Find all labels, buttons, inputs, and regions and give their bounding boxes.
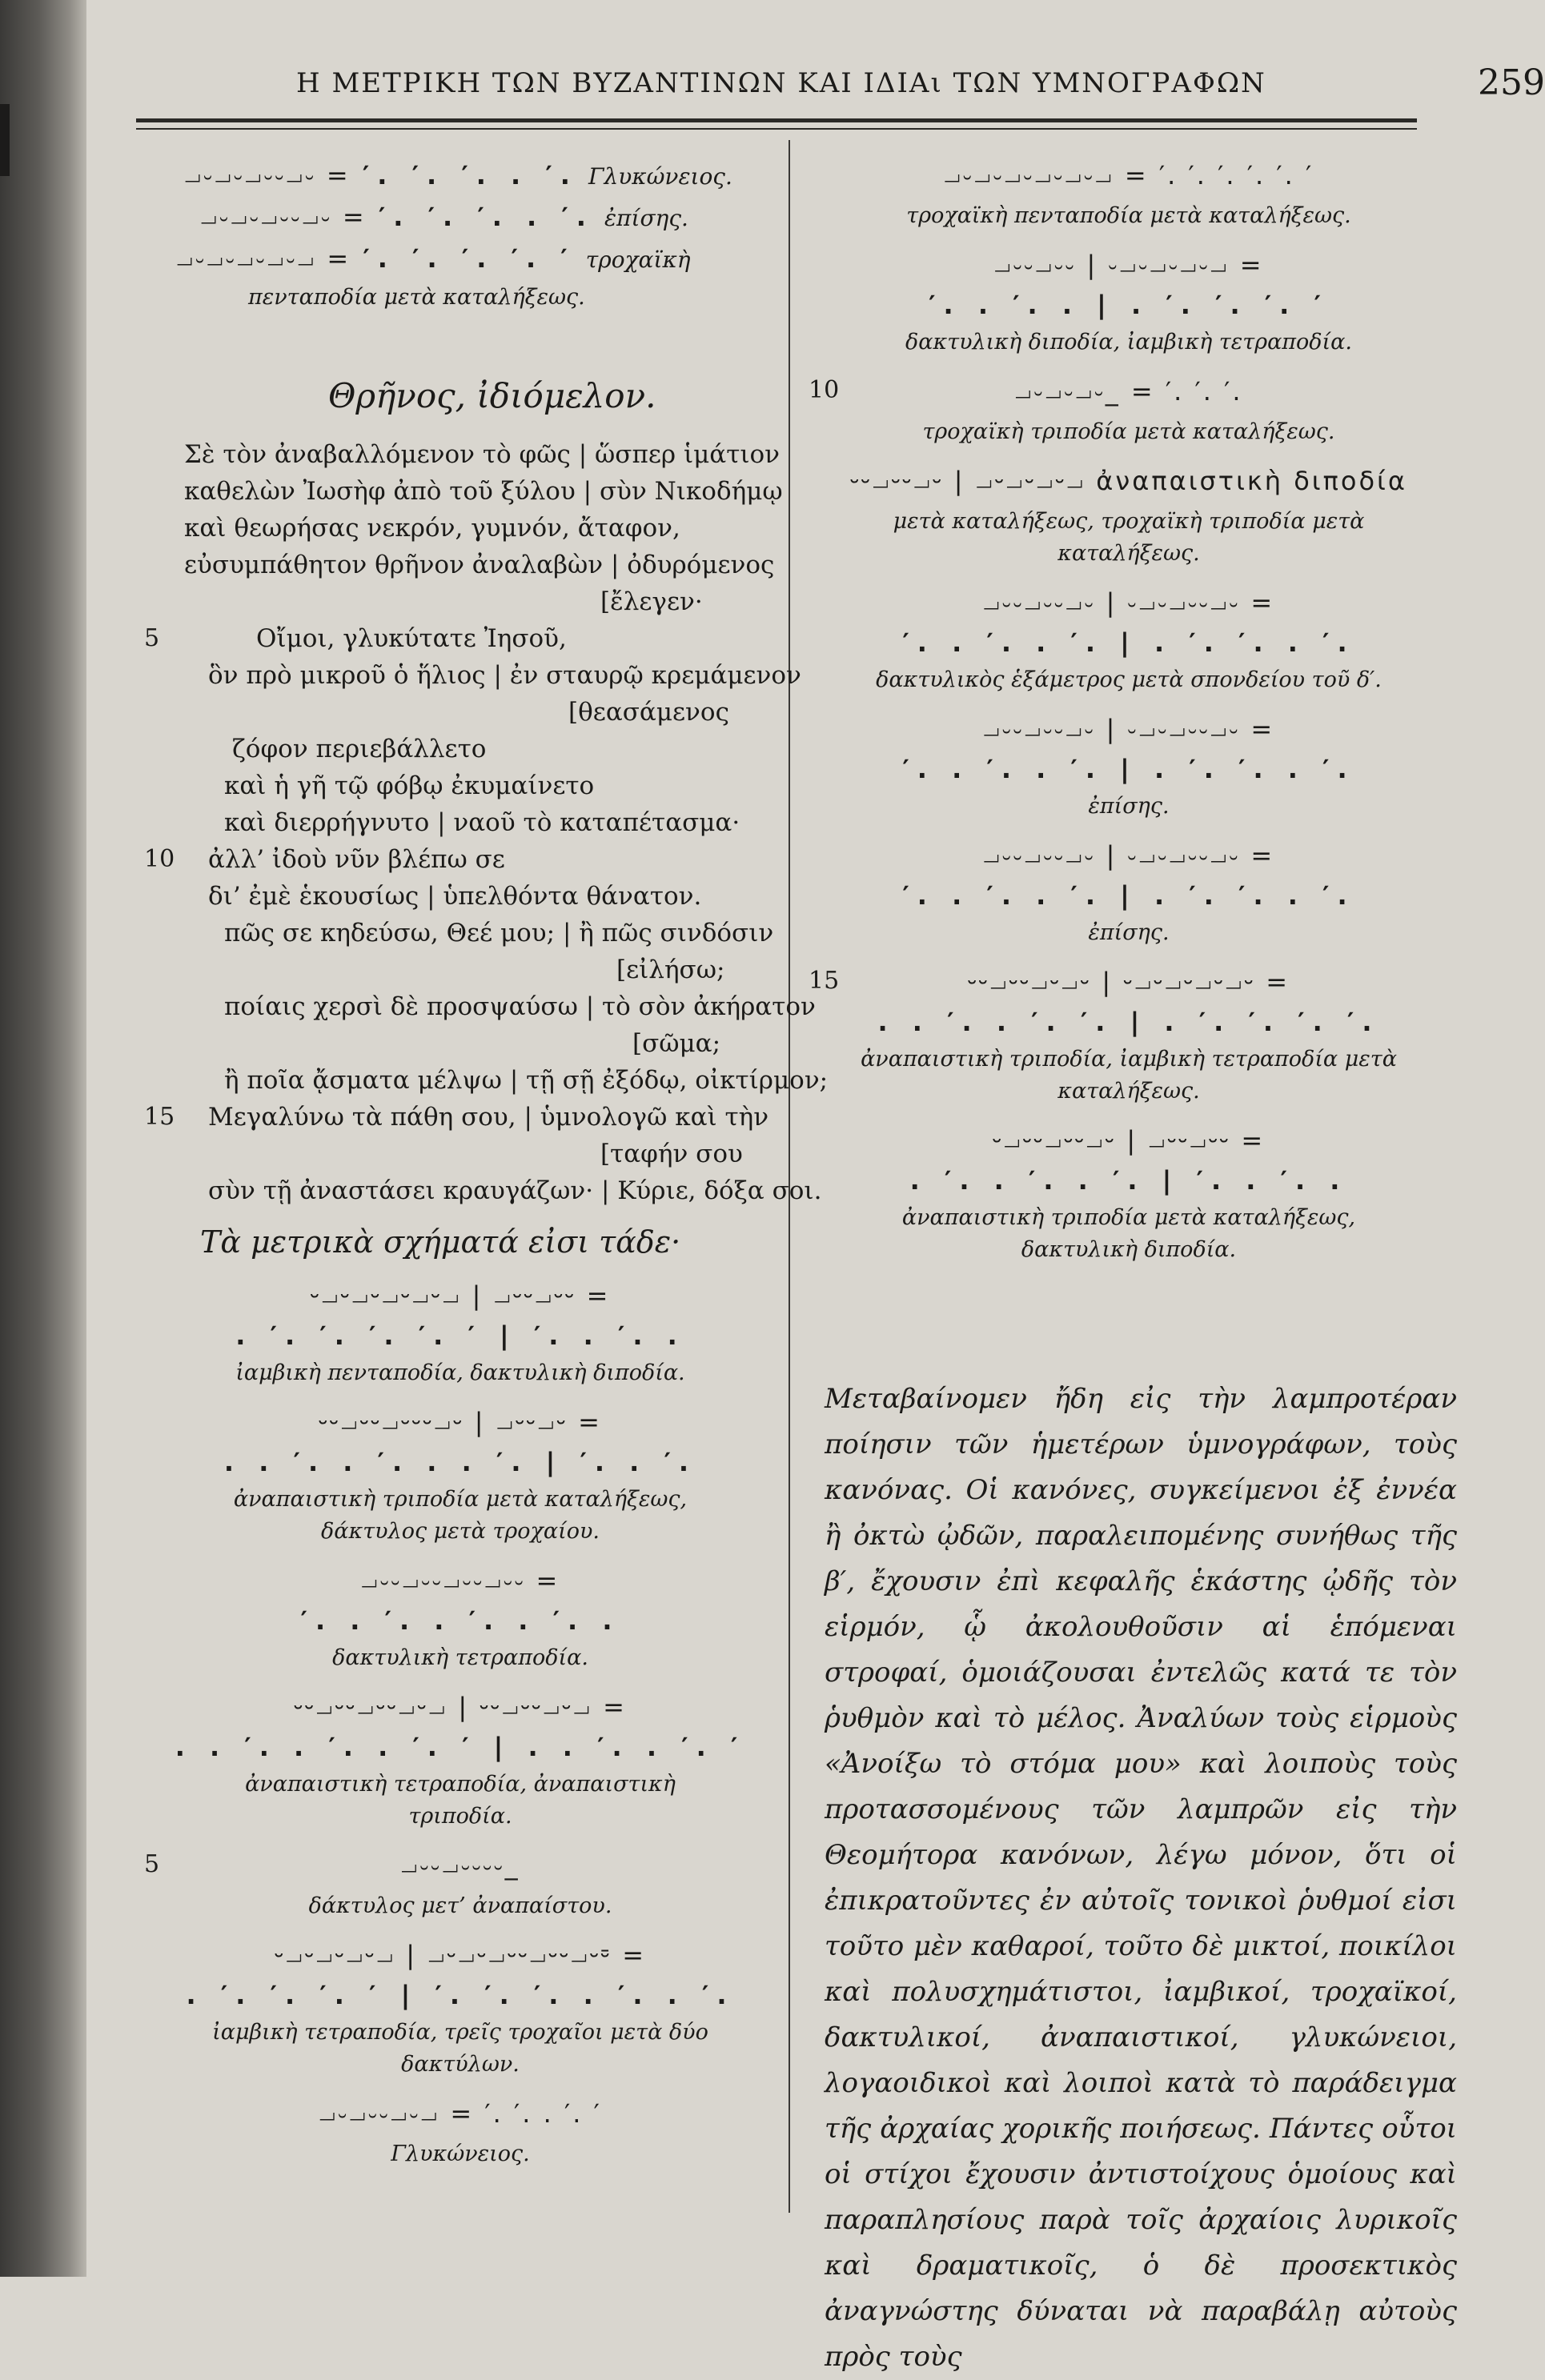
scheme-label: Γλυκώνειος. xyxy=(588,163,732,190)
metrical-scheme: ⏗⏑⏗⏑⏑⏗⏑⏗ = ′. ′. . ′. ′ xyxy=(319,2098,602,2129)
poem-line xyxy=(184,477,783,514)
poem-line xyxy=(184,661,801,698)
poem-line xyxy=(184,735,777,771)
poem-line xyxy=(184,698,777,735)
poem-text: καὶ ἡ γῆ τῷ φόβῳ ἐκυμαίνετο xyxy=(224,771,595,800)
poem-line xyxy=(144,845,777,882)
scheme-line xyxy=(176,243,732,285)
scheme-caption: τροχαϊκὴ πενταποδία μετὰ καταλήξεως. xyxy=(906,203,1351,228)
stress-marks: ′. . ′. . ′. | . ′. ′. . ′. xyxy=(902,880,1355,911)
stress-marks: ′. . ′. . ′. | . ′. ′. . ′. xyxy=(902,754,1355,784)
poem-text: ποίαις χερσὶ δὲ προσψαύσω | τὸ σὸν ἀκήρατον xyxy=(224,992,816,1021)
scheme-entry xyxy=(809,250,1449,359)
scheme-entry xyxy=(144,1280,777,1389)
scheme-line xyxy=(200,202,732,243)
scheme-line xyxy=(809,967,1449,1007)
scheme-entry xyxy=(809,1125,1449,1266)
stress-marks: ′. . ′. . ′. . ′. . xyxy=(300,1605,620,1636)
scheme-caption: ἐπίσης. xyxy=(1088,920,1170,945)
poem-text: σὺν τῇ ἀναστάσει κραυγάζων· | Κύριε, δόξα σοι. xyxy=(208,1176,822,1205)
scheme-caption: ἐπίσης. xyxy=(1088,794,1170,819)
scheme-caption: πενταποδία μετὰ καταλήξεως. xyxy=(248,285,585,310)
poem-text: ζόφον περιεβάλλετο xyxy=(232,735,487,763)
scheme-line xyxy=(809,840,1449,880)
book-page xyxy=(120,0,1545,2373)
line-number: 10 xyxy=(144,845,175,873)
poem-text: καὶ διερρήγνυτο | ναοῦ τὸ καταπέτασμα· xyxy=(224,808,740,837)
stress-marks: . . ′. . ′. ′. | . ′. ′. ′. ′. xyxy=(877,1007,1380,1037)
stress-marks: . . ′. . ′. . . ′. | ′. . ′. xyxy=(223,1447,697,1477)
poem-line xyxy=(184,808,777,845)
scheme-line xyxy=(809,714,1449,754)
poem-line xyxy=(184,551,777,587)
poem-line xyxy=(144,624,777,661)
scheme-block-top xyxy=(176,160,732,327)
prose-paragraph: Μεταβαίνομεν ἤδη εἰς τὴν λαμπροτέραν ποίησιν τῶν ἡμετέρων ὑμνογράφων, τοὺς κανόνας. Οἱ κανόνες, συγκείμενοι ἐξ ἐννέα ἢ ὀκτὼ ᾠδῶν, παραλειπομένης συνήθως τῆς β′, ἔχουσιν ἐπὶ κεφαλῆς ἑκάστης ᾠδῆς τὸν εἱρμόν, ᾧ ἀκολουθοῦσιν αἱ ἑπόμεναι στροφαί, ὁμοιάζουσαι ἐντελῶς κατά τε τὸν ῥυθμὸν καὶ τὸ μέλος. Ἀναλύων τοὺς εἱρμοὺς «Ἀνοίξω τὸ στόμα μου» καὶ λοιποὺς τοὺς προτασσομένους τῶν λαμπρῶν εἰς τὴν Θεομήτορα κανόνων, λέγω μόνον, ὅτι οἱ ἐπικρατοῦντες ἐν αὐτοῖς τονικοὶ ῥυθμοί εἰσι τοῦτο μὲν καθαροί, τοῦτο δὲ μικτοί, ποικίλοι καὶ πολυσχημάτιστοι, ἰαμβικοί, τροχαϊκοί, δακτυλικοί, ἀναπαιστικοί, γλυκώνειοι, λογαοιδικοὶ καὶ λοιποὶ κατὰ τὸ παράδειγμα τῆς ἀρχαίας χορικῆς ποιήσεως. Πάντες οὗτοι οἱ στίχοι ἔχουσιν ἀντιστοίχους ὁμοίους καὶ παραπλησίους παρὰ τοῖς ἀρχαίοις λυρικοῖς καὶ δραματικοῖς, ὁ δὲ προσεκτικὸς ἀναγνώστης δύναται νὰ παραβάλῃ αὐτοὺς πρὸς τοὺς xyxy=(825,1383,1457,2373)
poem-line xyxy=(144,1103,777,1140)
stress-marks: ′. . ′. . | . ′. ′. ′. ′ xyxy=(929,290,1329,320)
metrical-scheme: ⏗⏑⏑⏗⏑⏑⏑⏑_ xyxy=(400,1850,520,1881)
scheme-label: τροχαϊκὴ xyxy=(585,246,691,273)
poem-text: ἀλλ’ ἰδοὺ νῦν βλέπω σε xyxy=(208,845,505,874)
metrical-scheme: ⏗⏑⏗⏑⏗⏑⏑⏗⏑ = xyxy=(200,202,367,232)
scheme-line xyxy=(809,376,1449,416)
scheme-entry xyxy=(144,1407,777,1548)
metrical-scheme: ⏑⏑⏗⏑⏑⏗⏑ | ⏗⏑⏗⏑⏗⏑⏗ ἀναπαιστικὴ διποδία xyxy=(850,466,1407,496)
right-scheme-list xyxy=(809,160,1449,1284)
scheme-caption: ἰαμβικὴ τετραποδία, τρεῖς τροχαῖοι μετὰ δύο δακτύλων. xyxy=(212,2020,708,2077)
scheme-line xyxy=(809,587,1449,627)
scheme-entry xyxy=(809,967,1449,1108)
poem-line xyxy=(184,919,777,956)
scheme-line xyxy=(144,2098,777,2138)
metrical-scheme: ⏗⏑⏑⏗⏑⏑⏗⏑ | ⏑⏗⏑⏗⏑⏑⏗⏑ = xyxy=(982,840,1275,871)
scheme-entry xyxy=(144,1692,777,1833)
poem-line xyxy=(184,992,816,1029)
scheme-caption: ἰαμβικὴ πενταποδία, δακτυλικὴ διποδία. xyxy=(235,1360,685,1385)
line-number: 15 xyxy=(144,1103,175,1131)
header-rule-thin xyxy=(136,128,1417,130)
poem-line xyxy=(184,514,777,551)
poem-text: [ταφήν σου xyxy=(600,1140,743,1168)
stress-marks: . ′. . ′. . ′. | ′. . ′. . xyxy=(909,1165,1348,1196)
poem-line xyxy=(184,956,777,992)
metrical-scheme: ⏗⏑⏑⏗⏑⏑⏗⏑⏑⏗⏑⏑ = xyxy=(360,1565,560,1596)
poem-text: [σῶμα; xyxy=(632,1029,721,1058)
scheme-entry xyxy=(809,466,1449,570)
scheme-line xyxy=(144,1565,777,1605)
metrical-scheme: ⏗⏑⏑⏗⏑⏑ | ⏑⏗⏑⏗⏑⏗⏑⏗ = xyxy=(993,250,1264,280)
section-heading: Θρῆνος, ἰδιόμελον. xyxy=(328,376,656,415)
scheme-entry xyxy=(144,2098,777,2170)
poem-text: Μεγαλύνω τὰ πάθη σου, | ὑμνολογῶ καὶ τὴν xyxy=(208,1103,769,1132)
metrical-scheme: ⏗⏑⏑⏗⏑⏑⏗⏑ | ⏑⏗⏑⏗⏑⏑⏗⏑ = xyxy=(982,714,1275,744)
scheme-caption: δακτυλικὴ διποδία, ἰαμβικὴ τετραποδία. xyxy=(905,330,1352,355)
metrical-scheme: ⏗⏑⏗⏑⏗⏑_ = ′. ′. ′. xyxy=(1014,376,1243,407)
scheme-caption: ἀναπαιστικὴ τετραποδία, ἀναπαιστικὴ τριποδία. xyxy=(245,1772,676,1829)
header-rule-thick xyxy=(136,118,1417,122)
poem-block xyxy=(144,440,829,1213)
poem-text: [εἰλήσω; xyxy=(616,956,725,984)
scheme-entry xyxy=(144,1565,777,1674)
poem-line xyxy=(184,440,781,477)
stress-marks: ′. ′. ′. ′. ′ xyxy=(363,243,576,274)
scheme-caption: Γλυκώνειος. xyxy=(391,2142,530,2166)
scheme-label: ἐπίσης. xyxy=(604,205,688,231)
poem-text: καθελὼν Ἰωσὴφ ἀπὸ τοῦ ξύλου | σὺν Νικοδήμῳ xyxy=(184,477,783,506)
line-number: 5 xyxy=(144,1850,160,1878)
poem-line xyxy=(184,771,777,808)
metrical-scheme: ⏗⏑⏗⏑⏗⏑⏗⏑⏗ = xyxy=(176,243,351,274)
scheme-entry xyxy=(809,714,1449,823)
scheme-entry xyxy=(809,840,1449,949)
poem-text: εὐσυμπάθητον θρῆνον ἀναλαβὼν | ὀδυρόμενος xyxy=(184,551,775,579)
scheme-line xyxy=(809,250,1449,290)
metrical-scheme: ⏑⏗⏑⏗⏑⏗⏑⏗ | ⏗⏑⏗⏑⏗⏑⏑⏗⏑⏑⏗⏑⏒ = xyxy=(274,1940,647,1970)
poem-text: ἢ ποῖα ᾄσματα μέλψω | τῇ σῇ ἐξόδῳ, οἰκτίρμον; xyxy=(224,1066,829,1095)
metrical-scheme: ⏗⏑⏗⏑⏗⏑⏑⏗⏑ = xyxy=(184,160,351,190)
scheme-caption: ἀναπαιστικὴ τριποδία μετὰ καταλήξεως, δακτυλικὴ διποδία. xyxy=(901,1205,1356,1262)
scheme-caption: τροχαϊκὴ τριποδία μετὰ καταλήξεως. xyxy=(922,419,1335,444)
poem-text: καὶ θεωρήσας νεκρόν, γυμνόν, ἄταφον, xyxy=(184,514,680,543)
stress-marks: ′. ′. ′. . ′. xyxy=(362,160,578,190)
scheme-entry xyxy=(809,160,1449,232)
page-number: 259 xyxy=(1478,62,1545,103)
poem-text: ὃν πρὸ μικροῦ ὁ ἥλιος | ἐν σταυρῷ κρεμάμενον xyxy=(208,661,801,690)
scheme-caption: ἀναπαιστικὴ τριποδία, ἰαμβικὴ τετραποδία μετὰ καταλήξεως. xyxy=(861,1047,1397,1104)
poem-line xyxy=(184,1066,829,1103)
metrical-scheme: ⏑⏗⏑⏑⏗⏑⏑⏗⏑ | ⏗⏑⏑⏗⏑⏑ = xyxy=(992,1125,1266,1156)
poem-text: Οἴμοι, γλυκύτατε Ἰησοῦ, xyxy=(256,624,567,653)
line-number: 5 xyxy=(144,624,160,652)
scheme-entry xyxy=(809,587,1449,696)
scheme-entry xyxy=(809,376,1449,448)
stress-marks: . ′. ′. ′. ′. ′ | ′. . ′. . xyxy=(235,1320,685,1351)
scheme-line xyxy=(809,1125,1449,1165)
metrical-scheme: ⏑⏑⏗⏑⏑⏗⏑⏑⏗⏑⏗ | ⏑⏑⏗⏑⏑⏗⏑⏗ = xyxy=(294,1692,627,1722)
scheme-entry xyxy=(144,1850,777,1922)
stress-marks: ′. . ′. . ′. | . ′. ′. . ′. xyxy=(902,627,1355,658)
stress-marks: ′. ′. ′. . ′. xyxy=(378,202,594,232)
line-number: 15 xyxy=(809,967,840,995)
scheme-line xyxy=(144,1280,777,1320)
poem-text: [θεασάμενος xyxy=(568,698,729,727)
metrical-scheme: ⏑⏑⏗⏑⏑⏗⏑⏑⏑⏗⏑ | ⏗⏑⏑⏗⏑ = xyxy=(319,1407,602,1437)
poem-line xyxy=(184,587,777,624)
running-head xyxy=(296,62,1545,110)
poem-text: δι’ ἐμὲ ἑκουσίως | ὑπελθόντα θάνατον. xyxy=(208,882,702,911)
metrical-scheme: ⏗⏑⏗⏑⏗⏑⏗⏑⏗⏑⏗ = ′. ′. ′. ′. ′. ′ xyxy=(943,160,1314,190)
poem-line xyxy=(184,1176,822,1213)
poem-text: πῶς σε κηδεύσω, Θεέ μου; | ἢ πῶς σινδόσιν xyxy=(224,919,774,948)
scheme-caption: ἀναπαιστικὴ τριποδία μετὰ καταλήξεως, δάκτυλος μετὰ τροχαίου. xyxy=(233,1487,688,1544)
scheme-line xyxy=(809,466,1449,506)
scheme-line xyxy=(144,1407,777,1447)
metrical-scheme: ⏗⏑⏑⏗⏑⏑⏗⏑ | ⏑⏗⏑⏗⏑⏑⏗⏑ = xyxy=(982,587,1275,618)
poem-text: [ἔλεγεν· xyxy=(600,587,703,616)
metrical-scheme: ⏑⏑⏗⏑⏑⏗⏑⏗⏑ | ⏑⏗⏑⏗⏑⏗⏑⏗⏑ = xyxy=(967,967,1290,997)
scheme-entry xyxy=(144,1940,777,2081)
poem-line xyxy=(184,1140,777,1176)
running-title: Η ΜΕΤΡΙΚΗ ΤΩΝ ΒΥΖΑΝΤΙΝΩΝ ΚΑΙ ΙΔΙΑι ΤΩΝ ΥΜΝΟΓΡΑΦΩΝ xyxy=(296,67,1266,99)
scheme-caption: δάκτυλος μετ’ ἀναπαίστου. xyxy=(308,1893,612,1918)
stress-marks: . ′. ′. ′. ′ | ′. ′. ′. . ′. . ′. xyxy=(186,1980,735,2010)
poem-line xyxy=(184,1029,777,1066)
subheading: Τὰ μετρικὰ σχήματά εἰσι τάδε· xyxy=(200,1224,681,1260)
scheme-caption: δακτυλικὴ τετραποδία. xyxy=(332,1645,588,1670)
scheme-line xyxy=(144,1940,777,1980)
poem-text: Σὲ τὸν ἀναβαλλόμενον τὸ φῶς | ὥσπερ ἱμάτιον xyxy=(184,440,781,469)
scheme-line xyxy=(144,1692,777,1732)
poem-line xyxy=(184,882,777,919)
left-scheme-list xyxy=(144,1280,777,2188)
line-number: 10 xyxy=(809,376,840,404)
scheme-line xyxy=(809,160,1449,200)
scheme-line xyxy=(144,1850,777,1890)
stress-marks: . . ′. . ′. . ′. ′ | . . ′. . ′. ′ xyxy=(175,1732,746,1762)
scheme-caption: δακτυλικὸς ἑξάμετρος μετὰ σπονδείου τοῦ δ′. xyxy=(876,667,1382,692)
book-gutter-shadow xyxy=(0,0,86,2277)
scheme-caption: μετὰ καταλήξεως, τροχαϊκὴ τριποδία μετὰ καταλήξεως. xyxy=(893,509,1365,566)
gutter-edge-mark xyxy=(0,104,10,176)
scheme-line xyxy=(184,160,732,202)
metrical-scheme: ⏑⏗⏑⏗⏑⏗⏑⏗⏑⏗ | ⏗⏑⏑⏗⏑⏑ = xyxy=(310,1280,611,1311)
